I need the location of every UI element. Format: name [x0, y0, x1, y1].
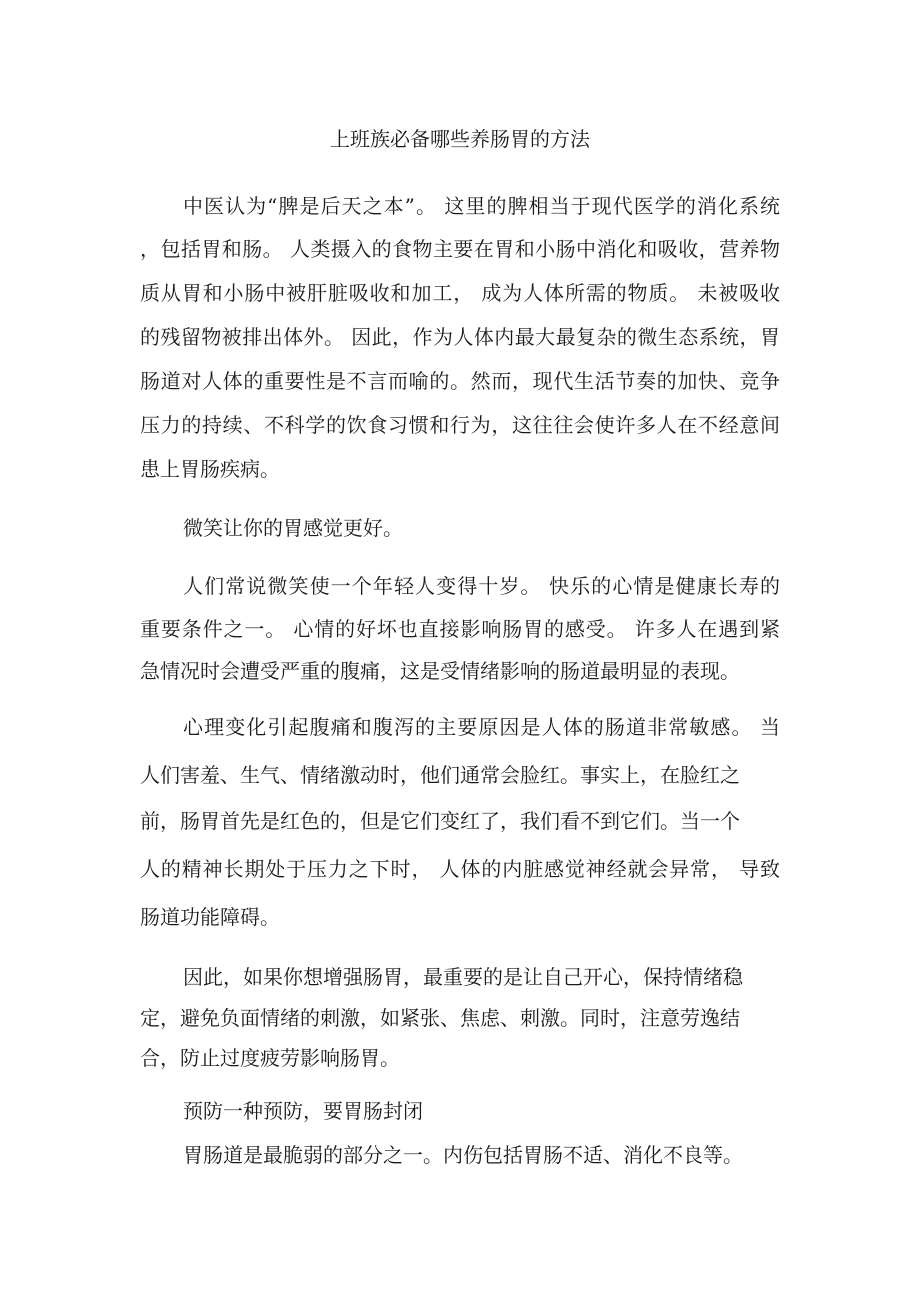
paragraph-7-line-1: 胃肠道是最脆弱的部分之一。内伤包括胃肠不适、消化不良等。: [183, 1143, 743, 1167]
paragraph-1-line-1: 中医认为“脾是后天之本”。 这里的脾相当于现代医学的消化系统: [183, 194, 780, 218]
paragraph-4-line-4: 人的精神长期处于压力之下时， 人体的内脏感觉神经就会异常， 导致: [140, 857, 780, 881]
document-title: 上班族必备哪些养肠胃的方法: [330, 127, 590, 151]
paragraph-5-line-3: 合，防止过度疲劳影响肠胃。: [140, 1046, 400, 1070]
paragraph-1-line-5: 肠道对人体的重要性是不言而喻的。然而，现代生活节奏的加快、竞争: [140, 369, 780, 393]
paragraph-4-line-2: 人们害羞、生气、情绪激动时，他们通常会脸红。事实上，在脸红之: [140, 763, 740, 787]
paragraph-3-line-2: 重要条件之一。 心情的好坏也直接影响肠胃的感受。 许多人在遇到紧: [140, 617, 780, 641]
paragraph-1-line-6: 压力的持续、不科学的饮食习惯和行为，这往往会使许多人在不经意间: [140, 413, 780, 437]
paragraph-1-line-2: ，包括胃和肠。 人类摄入的食物主要在胃和小肠中消化和吸收，营养物: [140, 237, 780, 261]
paragraph-5-line-1: 因此，如果你想增强肠胃，最重要的是让自己开心，保持情绪稳: [183, 965, 743, 989]
paragraph-2-line-1: 微笑让你的胃感觉更好。: [183, 516, 403, 540]
paragraph-4-line-3: 前，肠胃首先是红色的，但是它们变红了，我们看不到它们。当一个: [140, 809, 740, 833]
paragraph-4-line-1: 心理变化引起腹痛和腹泻的主要原因是人体的肠道非常敏感。 当: [183, 715, 780, 739]
paragraph-6-line-1: 预防一种预防，要胃肠封闭: [183, 1099, 423, 1123]
paragraph-1-line-3: 质从胃和小肠中被肝脏吸收和加工， 成为人体所需的物质。 未被吸收: [140, 281, 780, 305]
paragraph-3-line-3: 急情况时会遭受严重的腹痛，这是受情绪影响的肠道最明显的表现。: [140, 659, 740, 683]
paragraph-1-line-4: 的残留物被排出体外。 因此，作为人体内最大最复杂的微生态系统，胃: [140, 325, 780, 349]
paragraph-4-line-5: 肠道功能障碍。: [140, 905, 280, 929]
paragraph-5-line-2: 定，避免负面情绪的刺激，如紧张、焦虑、刺激。同时，注意劳逸结: [140, 1006, 740, 1030]
paragraph-3-line-1: 人们常说微笑使一个年轻人变得十岁。 快乐的心情是健康长寿的: [183, 574, 780, 598]
paragraph-1-line-7: 患上胃肠疾病。: [140, 457, 280, 481]
